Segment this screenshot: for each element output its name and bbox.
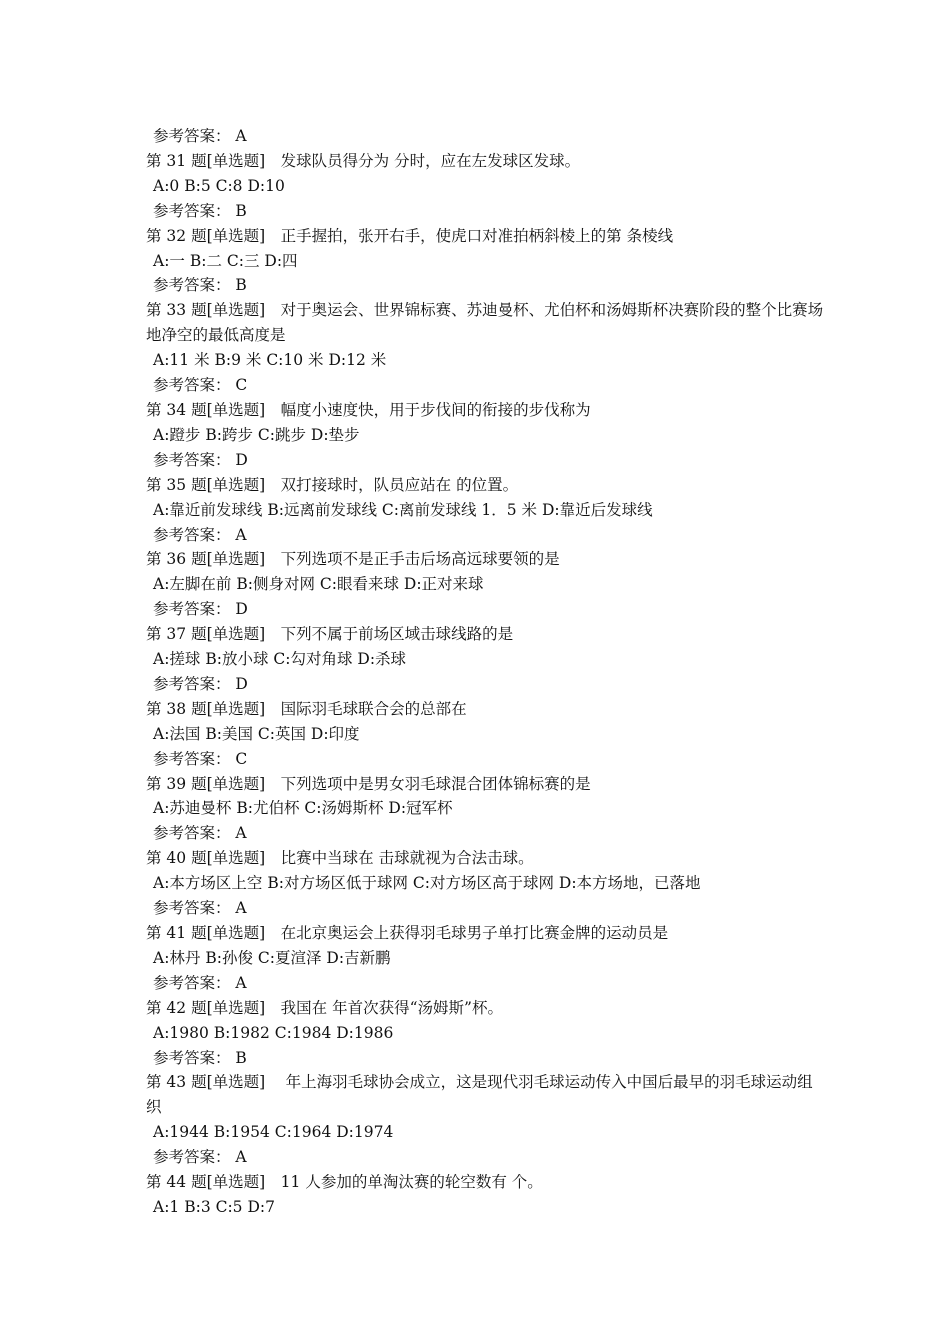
reference-answer: 参考答案： D [153, 450, 248, 469]
question-text: 第 41 题[单选题] 在北京奥运会上获得羽毛球男子单打比赛金牌的运动员是 [146, 924, 669, 942]
answer-options: A:林丹 B:孙俊 C:夏渲泽 D:吉新鹏 [153, 948, 391, 967]
answer-options: A:1980 B:1982 C:1984 D:1986 [153, 1023, 394, 1042]
reference-answer: 参考答案： A [153, 1148, 247, 1167]
answer-options: A:1944 B:1954 C:1964 D:1974 [153, 1123, 394, 1142]
reference-answer: 参考答案： C [153, 749, 248, 768]
answer-options: A:左脚在前 B:侧身对网 C:眼看来球 D:正对来球 [153, 575, 484, 594]
reference-answer: 参考答案： A [153, 525, 247, 544]
question-text: 第 40 题[单选题] 比赛中当球在 击球就视为合法击球。 [146, 849, 534, 868]
reference-answer: 参考答案： A [153, 127, 247, 145]
reference-answer: 参考答案： A [153, 824, 247, 843]
question-text: 第 36 题[单选题] 下列选项不是正手击后场高远球要领的是 [146, 550, 560, 569]
question-text: 第 39 题[单选题] 下列选项中是男女羽毛球混合团体锦标赛的是 [146, 774, 591, 793]
answer-options: A:0 B:5 C:8 D:10 [153, 176, 285, 195]
reference-answer: 参考答案： C [153, 376, 248, 395]
answer-options: A:一 B:二 C:三 D:四 [153, 251, 298, 270]
question-text: 第 32 题[单选题] 正手握拍，张开右手，使虎口对准拍柄斜棱上的第 条棱线 [146, 226, 674, 245]
reference-answer: 参考答案： A [153, 973, 247, 992]
reference-answer: 参考答案： B [153, 201, 247, 220]
answer-options: A:法国 B:美国 C:英国 D:印度 [153, 724, 360, 743]
answer-options: A:1 B:3 C:5 D:7 [153, 1197, 275, 1216]
answer-options: A:苏迪曼杯 B:尤伯杯 C:汤姆斯杯 D:冠军杯 [153, 799, 453, 818]
reference-answer: 参考答案： D [153, 600, 248, 619]
answer-options: A:本方场区上空 B:对方场区低于球网 C:对方场区高于球网 D:本方场地，已落地 [153, 874, 701, 893]
question-list [146, 124, 826, 1220]
question-text: 第 35 题[单选题] 双打接球时，队员应站在 的位置。 [146, 475, 519, 494]
question-text: 第 33 题[单选题] 对于奥运会、世界锦标赛、苏迪曼杯、尤伯杯和汤姆斯杯决赛阶段的整个比赛场地净空的最低高度是 [146, 301, 824, 345]
answer-options: A:搓球 B:放小球 C:勾对角球 D:杀球 [153, 650, 407, 669]
reference-answer: 参考答案： D [153, 674, 248, 693]
question-text: 第 42 题[单选题] 我国在 年首次获得“汤姆斯”杯。 [146, 998, 503, 1017]
answer-options: A:靠近前发球线 B:远离前发球线 C:离前发球线 1．5 米 D:靠近后发球线 [153, 500, 653, 519]
question-text: 第 34 题[单选题] 幅度小速度快，用于步伐间的衔接的步伐称为 [146, 400, 591, 419]
answer-options: A:11 米 B:9 米 C:10 米 D:12 米 [153, 351, 387, 370]
question-text: 第 31 题[单选题] 发球队员得分为 分时，应在左发球区发球。 [146, 151, 581, 170]
reference-answer: 参考答案： B [153, 1048, 247, 1067]
reference-answer: 参考答案： B [153, 276, 247, 295]
question-text: 第 37 题[单选题] 下列不属于前场区域击球线路的是 [146, 625, 514, 644]
reference-answer: 参考答案： A [153, 899, 247, 918]
question-text: 第 38 题[单选题] 国际羽毛球联合会的总部在 [146, 699, 467, 718]
question-text: 第 44 题[单选题] 11 人参加的单淘汰赛的轮空数有 个。 [146, 1173, 543, 1192]
question-text: 第 43 题[单选题] 年上海羽毛球协会成立，这是现代羽毛球运动传入中国后最早的羽毛球运动组织 [146, 1073, 813, 1117]
answer-options: A:蹬步 B:跨步 C:跳步 D:垫步 [153, 425, 360, 444]
